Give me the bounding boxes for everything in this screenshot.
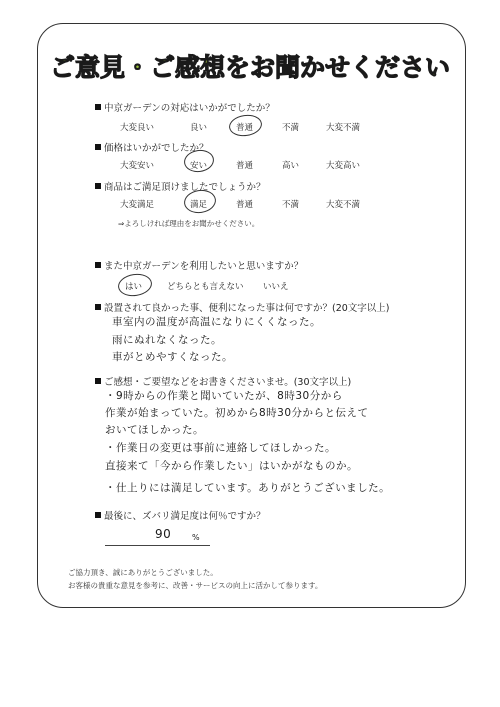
option-good[interactable]: 良い: [190, 123, 208, 133]
option-very-dissatisfied[interactable]: 大変不満: [326, 123, 361, 133]
handwritten-answer-line: ・9時からの作業と聞いていたが、8時30分から: [105, 390, 343, 402]
handwritten-answer-line: 直接来て「今から作業したい」はいかがなものか。: [105, 460, 358, 472]
question-satisfaction-rate: [95, 508, 266, 522]
option-no[interactable]: いいえ: [263, 282, 289, 292]
square-bullet-icon: [95, 378, 101, 384]
square-bullet-icon: [95, 512, 101, 518]
option-normal[interactable]: 普通: [236, 161, 254, 171]
page-title: ご意見・ご感想をお聞かせください: [49, 53, 450, 82]
option-normal-selected[interactable]: 普通: [236, 123, 254, 133]
handwritten-answer-line: 車室内の温度が高温になりにくくなった。: [112, 316, 321, 328]
reason-prompt: ⇒よろしければ理由をお聞かせください。: [118, 219, 260, 228]
square-bullet-icon: [95, 262, 101, 268]
option-satisfied-selected[interactable]: 満足: [190, 200, 208, 210]
handwritten-answer-line: おいてほしかった。: [105, 424, 204, 436]
square-bullet-icon: [95, 104, 101, 110]
question-product: [95, 179, 266, 193]
option-normal[interactable]: 普通: [236, 200, 254, 210]
question-benefits: [95, 300, 390, 314]
question-label: 価格はいかがでしたか？: [104, 143, 209, 154]
square-bullet-icon: [95, 304, 101, 310]
question-label: 中京ガーデンの対応はいかがでしたか？: [104, 103, 275, 114]
option-very-good[interactable]: 大変良い: [120, 123, 155, 133]
option-very-satisfied[interactable]: 大変満足: [120, 200, 155, 210]
option-neutral[interactable]: どちらとも言えない: [167, 282, 244, 292]
question-label: ご感想・ご要望などをお書きくださいませ。(30文字以上): [104, 377, 352, 388]
question-label: 商品はご満足頂けましたでしょうか？: [104, 182, 266, 193]
footer-thanks: ご協力頂き、誠にありがとうございました。: [68, 568, 218, 577]
question-label: 最後に、ズバリ満足度は何％ですか？: [104, 511, 266, 522]
question-label: また中京ガーデンを利用したいと思いますか？: [104, 261, 304, 272]
option-dissatisfied[interactable]: 不満: [282, 123, 300, 133]
handwritten-answer-line: 車がとめやすくなった。: [112, 351, 233, 363]
satisfaction-value: 90: [155, 527, 172, 541]
option-cheap-selected[interactable]: 安い: [190, 161, 208, 171]
option-dissatisfied[interactable]: 不満: [282, 200, 300, 210]
square-bullet-icon: [95, 183, 101, 189]
handwritten-answer-line: ・仕上りには満足しています。ありがとうございました。: [105, 482, 391, 494]
handwritten-answer-line: 作業が始まっていた。初めから8時30分からと伝えて: [105, 407, 369, 419]
option-very-expensive[interactable]: 大変高い: [326, 161, 361, 171]
option-very-dissatisfied[interactable]: 大変不満: [326, 200, 361, 210]
option-yes-selected[interactable]: はい: [125, 282, 143, 292]
square-bullet-icon: [95, 144, 101, 150]
handwritten-answer-line: 雨にぬれなくなった。: [112, 334, 222, 346]
question-label: 設置されて良かった事、便利になった事は何ですか？(20文字以上): [104, 303, 390, 314]
question-reuse: [95, 258, 303, 272]
option-very-cheap[interactable]: 大変安い: [120, 161, 155, 171]
handwritten-answer-line: ・作業日の変更は事前に連絡してほしかった。: [105, 442, 336, 454]
option-expensive[interactable]: 高い: [282, 161, 300, 171]
answer-underline: [105, 545, 210, 546]
percent-unit: %: [192, 533, 200, 542]
question-service: [95, 100, 275, 114]
footer-note: お客様の貴重な意見を参考に、改善・サービスの向上に活かして参ります。: [68, 581, 323, 590]
question-comments: [95, 374, 351, 388]
